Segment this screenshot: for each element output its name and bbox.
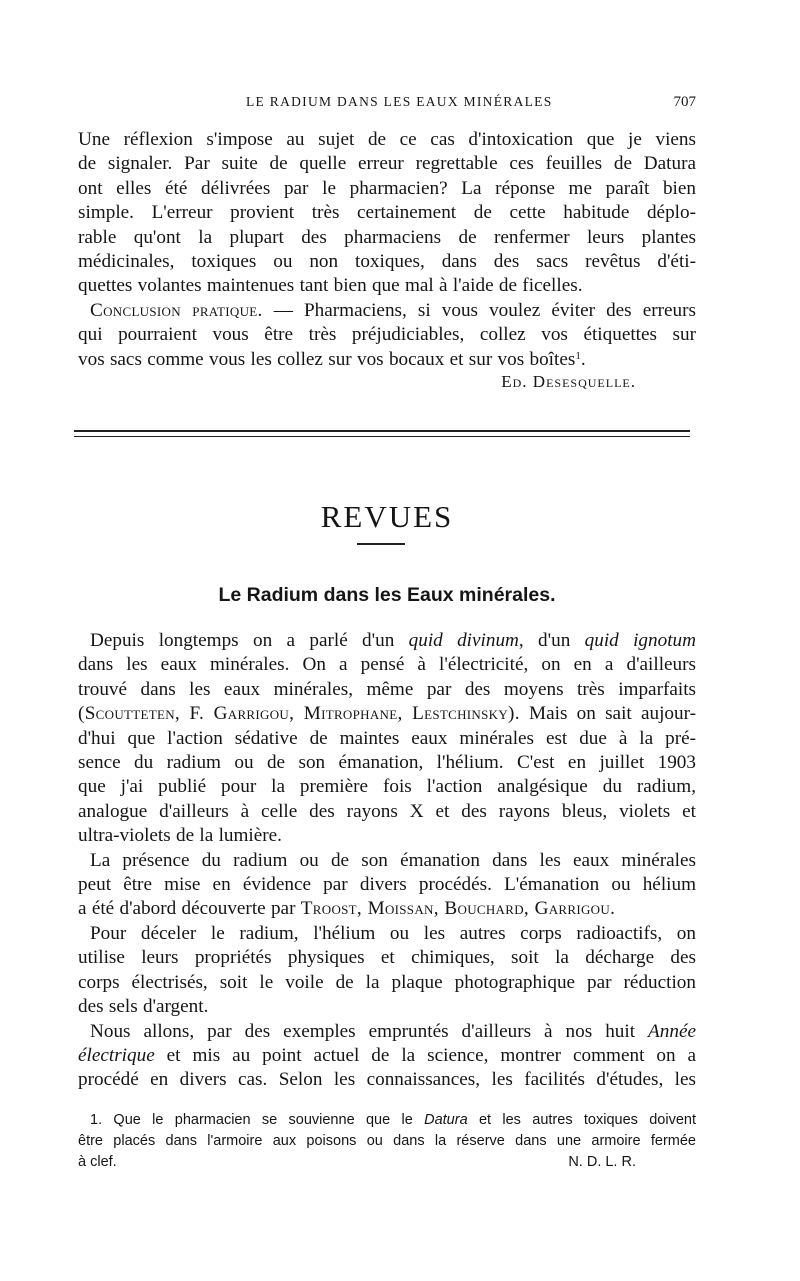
text-line: ultra-violets de la lumière. [78,825,282,847]
text-run: et mis au point actuel de la science, montrer comment on a [154,1044,696,1066]
latin-phrase: quid ignotum [584,630,696,651]
divider-rule-thin [74,436,690,437]
text-run: et les autres toxiques doivent [467,1112,696,1128]
plant-name: Datura [424,1112,468,1128]
footnote-reference: 1 [575,349,581,362]
intro-paragraph [78,128,696,372]
text-run: , d'un [518,630,585,651]
article-title: Le Radium dans les Eaux minérales. [218,584,556,606]
cited-names: Troost, Moissan, Bouchard, Garrigou [300,898,611,920]
cited-names: (Scoutteten, F. Garrigou, Mitrophane, Lestchinsky). [78,703,520,725]
text-line: médicinales, toxiques ou non toxiques, dans des sacs revêtus d'éti- [78,251,696,273]
footnote-line [78,1110,696,1131]
footnote-line: être placés dans l'armoire aux poisons ou dans la réserve dans une armoire fermée [78,1133,696,1150]
text-line: sence du radium ou de son émanation, l'hélium. C'est en juillet 1903 [78,752,696,774]
text-line: d'hui que l'action sédative de maintes eaux minérales est due à la pré- [78,727,696,749]
divider-rule-thick [74,430,690,432]
text-line [78,1044,696,1068]
latin-phrase: quid divinum [408,630,519,651]
text-line: Pour déceler le radium, l'hélium ou les autres corps radioactifs, on [90,922,696,944]
title-underline [357,543,405,545]
journal-title: électrique [78,1044,155,1066]
footnote [78,1110,696,1174]
text-run: . [610,898,615,920]
editorial-credit: N. D. L. R. [568,1154,636,1171]
text-run: Mais on sait aujour- [519,703,696,725]
article-body [78,629,696,1093]
text-line: simple. L'erreur provient très certainement de cette habitude déplo- [78,202,696,224]
text-line [78,348,696,372]
text-line: corps électrisés, soit le voile de la plaque photographique par réduction [78,971,696,993]
conclusion-line [78,299,696,323]
journal-title: Année [648,1020,696,1042]
author-signature: Ed. Desesquelle. [501,372,636,391]
text-line: dans les eaux minérales. On a pensé à l'électricité, on en a d'ailleurs [78,654,696,676]
conclusion-text: vos sacs comme vous les collez sur vos bocaux et sur vos boîtes [78,348,576,370]
text-line: rable qu'ont la plupart des pharmaciens de renfermer leurs plantes [78,226,696,248]
running-title: LE RADIUM DANS LES EAUX MINÉRALES [246,94,553,109]
footnote-line [78,1152,696,1173]
footnote-number: 1. [90,1112,103,1128]
conclusion-label: Conclusion pratique. [90,299,263,321]
text-line: des sels d'argent. [78,996,209,1018]
text-line: La présence du radium ou de son émanation dans les eaux minérales [90,849,696,871]
text-line: ont elles été délivrées par le pharmacien? La réponse me paraît bien [78,177,696,199]
text-line: qui pourraient vous être très préjudiciables, collez vos étiquettes sur [78,324,696,346]
text-line: Une réflexion s'impose au sujet de ce cas d'intoxication que je viens [78,129,696,150]
text-line: que j'ai publié pour la première fois l'action analgésique du radium, [78,776,696,798]
text-line: procédé en divers cas. Selon les connaissances, les facilités d'études, les [78,1069,696,1091]
footnote-text: à clef. [78,1154,117,1171]
text-run: Nous allons, par des exemples empruntés d'ailleurs à nos huit [90,1020,649,1042]
text-line: quettes volantes maintenues tant bien que mal à l'aide de ficelles. [78,275,583,297]
text-line: trouvé dans les eaux minérales, même par des moyens très imparfaits [78,678,696,700]
text-line: utilise leurs propriétés physiques et chimiques, soit la décharge des [78,947,696,969]
text-line: de signaler. Par suite de quelle erreur regrettable ces feuilles de Datura [78,153,696,175]
conclusion-text: — Pharmaciens, si vous voulez éviter des erreurs [262,299,696,321]
text-run: Depuis longtemps on a parlé d'un [90,630,409,651]
text-line: peut être mise en évidence par divers procédés. L'émanation ou hélium [78,874,696,896]
period: . [580,348,586,370]
text-line [78,1020,696,1044]
text-line: analogue d'ailleurs à celle des rayons X et des rayons bleus, violets et [78,800,696,822]
text-line [78,897,696,921]
text-run: a été d'abord découverte par [78,898,301,920]
running-head [78,94,696,114]
text-run: Que le pharmacien se souvienne que le [102,1112,425,1128]
page-number: 707 [673,94,696,110]
section-title: REVUES [320,499,454,534]
text-line [78,702,696,726]
text-line [78,629,696,653]
